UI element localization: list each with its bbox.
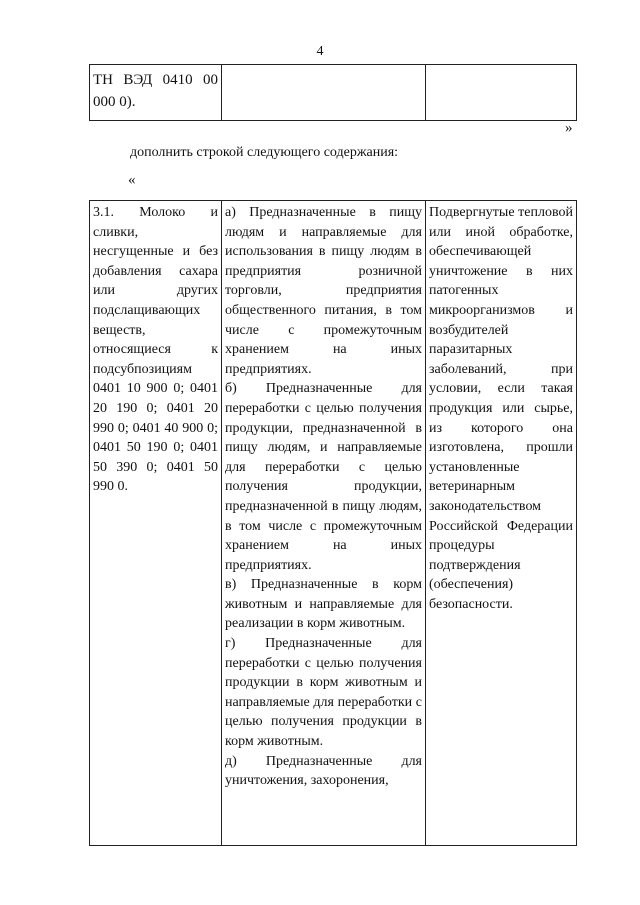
closing-quote: » xyxy=(565,120,573,136)
goods-table xyxy=(89,200,577,846)
table-cell-empty xyxy=(426,65,577,121)
purpose-item-d: д) Предназначенные для уничтожения, захоронения, xyxy=(225,753,422,789)
table-cell-empty xyxy=(222,65,426,121)
page-number: 4 xyxy=(316,44,324,59)
instruction-paragraph: дополнить строкой следующего содержания: xyxy=(130,145,399,160)
table-row xyxy=(90,65,577,121)
product-description-cell: 3.1. Молоко и сливки, несгущенные и без добавления сахара или других подслащивающих веществ, относящиеся к подсубпозициям 0401 10 900 0; 0401 20 190 0; 0401 20 990 0; 0401 40 900 0; 0401 50 190 0; 0401 50 390 0; 0401 50 990 0. xyxy=(90,201,222,846)
continuation-table xyxy=(89,64,577,121)
purpose-item-v: в) Предназначенные в корм животным и направляемые для реализации в корм животным. xyxy=(225,577,422,632)
table-row xyxy=(90,201,577,846)
opening-quote: « xyxy=(128,172,136,188)
table-cell-code: ТН ВЭД 0410 00 000 0). xyxy=(90,65,222,121)
purpose-item-b: б) Предназначенные для переработки с целью получения продукции, предназначенной в пищу людям, и направляемые для переработки с целью получения продукции, предназначенной в пищу людям, в том числе с промежуточным хранением на иных предприятиях. xyxy=(225,381,422,573)
purpose-cell xyxy=(222,201,426,846)
condition-cell: Подвергнутые тепловой или иной обработке, обеспечивающей уничтожение в них патогенных микроорганизмов и возбудителей паразитарных заболеваний, при условии, если такая продукция или сырье, из которого она изготовлена, прошли установленные ветеринарным законодательством Российской Федерации процедуры подтверждения (обеспечения) безопасности. xyxy=(426,201,577,846)
purpose-item-g: г) Предназначенные для переработки с целью получения продукции в корм животным и направляемые для переработки с целью получения продукции в корм животным. xyxy=(225,636,422,750)
purpose-item-a: а) Предназначенные в пищу людям и направляемые для использования в пищу людям в предприятия розничной торговли, предприятия общественного питания, в том числе с промежуточным хранением на иных предприятиях. xyxy=(225,205,422,377)
